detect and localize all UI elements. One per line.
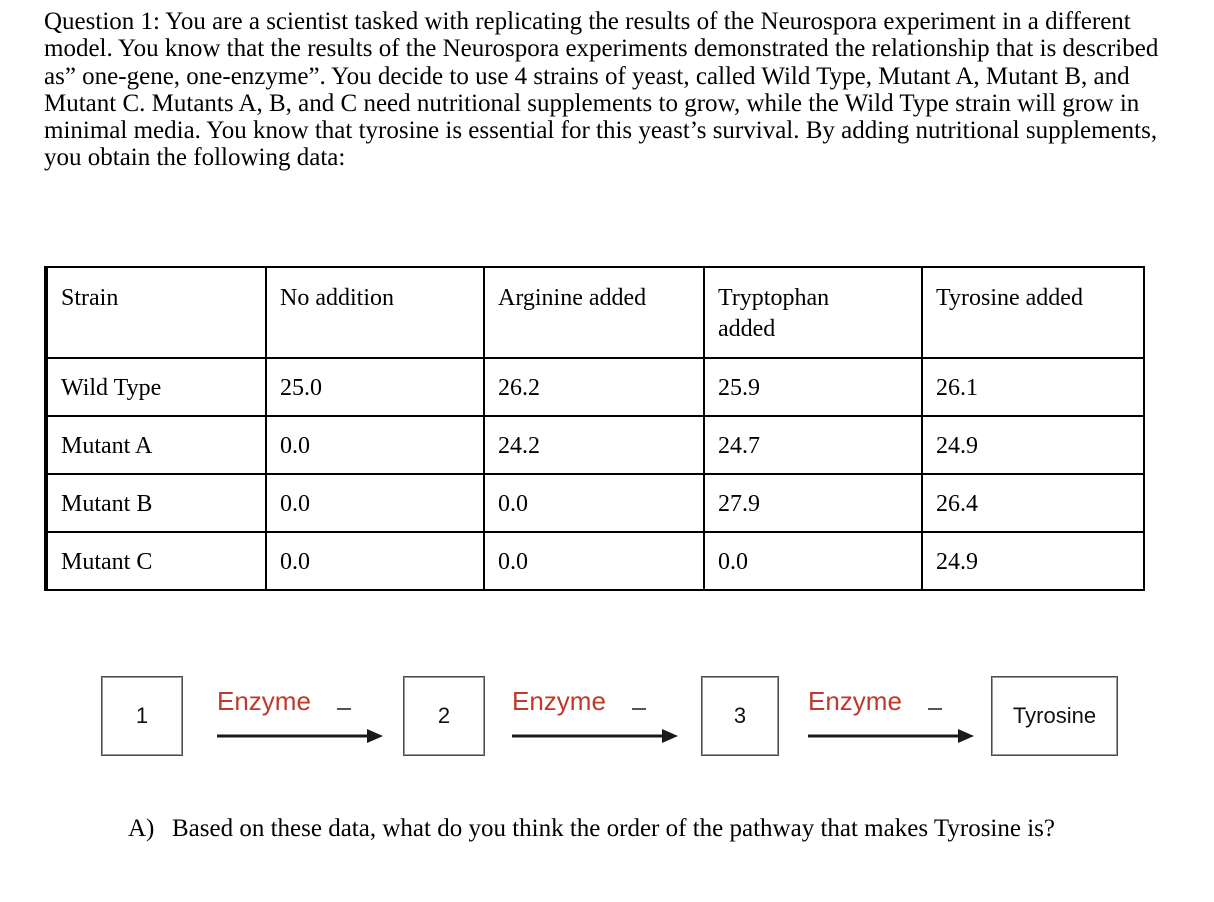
- dash-mark: [337, 708, 351, 710]
- cell-no-addition: 0.0: [266, 416, 484, 474]
- dash-mark: [928, 708, 942, 710]
- cell-tryptophan: 25.9: [704, 358, 922, 416]
- table-row: [46, 416, 1144, 474]
- cell-arginine: 0.0: [484, 474, 704, 532]
- arrow-icon: [808, 728, 976, 744]
- cell-arginine: 0.0: [484, 532, 704, 590]
- pathway-step-3-box: 3: [701, 676, 779, 756]
- cell-tryptophan: 27.9: [704, 474, 922, 532]
- enzyme-2: [512, 686, 687, 746]
- arrow-icon: [217, 728, 385, 744]
- header-tryptophan-added: Tryptophan added: [704, 267, 922, 358]
- cell-no-addition: 0.0: [266, 532, 484, 590]
- cell-tyrosine: 24.9: [922, 416, 1144, 474]
- table-row: [46, 358, 1144, 416]
- cell-tryptophan: 0.0: [704, 532, 922, 590]
- cell-tyrosine: 26.1: [922, 358, 1144, 416]
- cell-strain: Mutant A: [46, 416, 266, 474]
- enzyme-label: Enzyme: [217, 686, 311, 716]
- cell-tyrosine: 24.9: [922, 532, 1144, 590]
- header-no-addition: No addition: [266, 267, 484, 358]
- table-row: [46, 532, 1144, 590]
- enzyme-label: Enzyme: [808, 686, 902, 716]
- enzyme-label: Enzyme: [512, 686, 606, 716]
- enzyme-3: [808, 686, 983, 746]
- table-header-row: [46, 267, 1144, 358]
- table-row: [46, 474, 1144, 532]
- part-a-marker: A): [128, 815, 155, 842]
- cell-arginine: 26.2: [484, 358, 704, 416]
- cell-arginine: 24.2: [484, 416, 704, 474]
- cell-no-addition: 0.0: [266, 474, 484, 532]
- pathway-step-2-box: 2: [403, 676, 485, 756]
- pathway-step-1-box: 1: [101, 676, 183, 756]
- part-a-text: Based on these data, what do you think the order of the pathway that makes Tyrosine is?: [172, 815, 1055, 842]
- question-text: Question 1: You are a scientist tasked with replicating the results of the Neurospora experiment in a different model. You know that the results of the Neurospora experiments demonstrated the relationship that is described as” one-gene, one-enzyme”. You decide to use 4 strains of yeast, called Wild Type, Mutant A, Mutant B, and Mutant C. Mutants A, B, and C need nutritional supplements to grow, while the Wild Type strain will grow in minimal media. You know that tyrosine is essential for this yeast’s survival. By adding nutritional supplements, you obtain the following data:: [44, 8, 1159, 172]
- tyrosine-pathway-diagram: [0, 640, 1214, 780]
- growth-data-table: [44, 266, 1145, 591]
- arrow-icon: [512, 728, 680, 744]
- part-a-question: [128, 811, 1148, 847]
- header-tyrosine-added: Tyrosine added: [922, 267, 1144, 358]
- cell-tryptophan: 24.7: [704, 416, 922, 474]
- cell-tyrosine: 26.4: [922, 474, 1144, 532]
- header-strain: Strain: [46, 267, 266, 358]
- cell-no-addition: 25.0: [266, 358, 484, 416]
- enzyme-1: [217, 686, 392, 746]
- pathway-product-tyrosine-box: Tyrosine: [991, 676, 1118, 756]
- header-arginine-added: Arginine added: [484, 267, 704, 358]
- cell-strain: Mutant B: [46, 474, 266, 532]
- cell-strain: Wild Type: [46, 358, 266, 416]
- cell-strain: Mutant C: [46, 532, 266, 590]
- dash-mark: [632, 708, 646, 710]
